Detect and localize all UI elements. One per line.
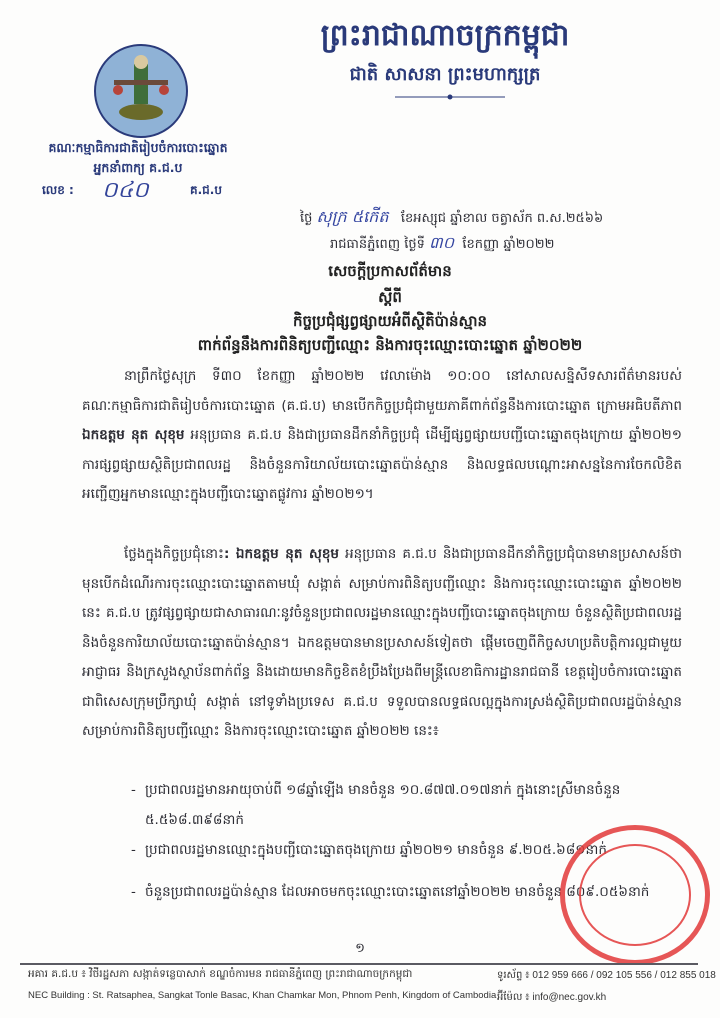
- paragraph-2-rest: អនុប្រធាន គ.ជ.ប និងជាប្រធានដឹកនាំកិច្ចប្រជុំបានមានប្រសាសន៍ថា មុនបើកដំណើរការចុះឈ្មោះបោះឆ្នោតតាមឃុំ សង្កាត់ សម្រាប់ការពិនិត្យបញ្ជីឈ្មោះ និងការចុះឈ្មោះបោះឆ្នោត ឆ្នាំ២០២២ នេះ គ.ជ.ប ត្រូវផ្សព្វផ្សាយជាសាធារណៈនូវចំនួនប្រជាពលរដ្ឋមានឈ្មោះក្នុងបញ្ជីបោះឆ្នោតចុងក្រោយ ចំនួនស្ថិតិប្រជាពលរដ្ឋ និងចំនួនការិយាល័យបោះឆ្នោតប៉ាន់ស្មាន។ ឯកឧត្តមបានមានប្រសាសន៍ទៀតថា ផ្តើមចេញពីកិច្ចសហប្រតិបត្តិការល្អជាមួយអាជ្ញាធរ និងក្រសួងស្ថាប័នពាក់ព័ន្ធ និងដោយមានកិច្ចខិតខំប្រឹងប្រែងពីមន្ត្រីលេខាធិការដ្ឋានរាជធានី ខេត្តរៀបចំការបោះឆ្នោត ជាពិសេសក្រុមប្រឹក្សាឃុំ សង្កាត់ នៅទូទាំងប្រទេស គ.ជ.ប ទទួលបានលទ្ធផលល្អក្នុងការស្រង់ស្ថិតិប្រជាពលរដ្ឋប៉ាន់ស្មាន សម្រាប់ការពិនិត្យបញ្ជីឈ្មោះ និងការចុះឈ្មោះបោះឆ្នោត ឆ្នាំ២០២២ នេះ៖: [82, 546, 682, 739]
- bullet-dash: -: [131, 884, 136, 900]
- national-motto: ជាតិ សាសនា ព្រះមហាក្សត្រ: [349, 64, 541, 85]
- paragraph-2: ថ្លែងក្នុងកិច្ចប្រជុំនោះ: ឯកឧត្តម នុត សុខុម អនុប្រធាន គ.ជ.ប និងជាប្រធានដឹកនាំកិច្ចប្រជុំបានមានប្រសាសន៍ថា មុនបើកដំណើរការចុះឈ្មោះបោះឆ្នោតតាមឃុំ សង្កាត់ សម្រាប់ការពិនិត្យបញ្ជីឈ្មោះ និងការចុះឈ្មោះបោះឆ្នោត ឆ្នាំ២០២២ នេះ គ.ជ.ប ត្រូវផ្សព្វផ្សាយជាសាធារណៈនូវចំនួនប្រជាពលរដ្ឋមានឈ្មោះក្នុងបញ្ជីបោះឆ្នោតចុងក្រោយ ចំនួនស្ថិតិប្រជាពលរដ្ឋ និងចំនួនការិយាល័យបោះឆ្នោតប៉ាន់ស្មាន។ ឯកឧត្តមបានមានប្រសាសន៍ទៀតថា ផ្តើមចេញពីកិច្ចសហប្រតិបត្តិការល្អជាមួយអាជ្ញាធរ និងក្រសួងស្ថាប័នពាក់ព័ន្ធ និងដោយមានកិច្ចខិតខំប្រឹងប្រែងពីមន្ត្រីលេខាធិការដ្ឋានរាជធានី ខេត្តរៀបចំការបោះឆ្នោត ជាពិសេសក្រុមប្រឹក្សាឃុំ សង្កាត់ នៅទូទាំងប្រទេស គ.ជ.ប ទទួលបានលទ្ធផលល្អក្នុងការស្រង់ស្ថិតិប្រជាពលរដ្ឋប៉ាន់ស្មាន សម្រាប់ការពិនិត្យបញ្ជីឈ្មោះ និងការចុះឈ្មោះបោះឆ្នោត ឆ្នាំ២០២២ នេះ៖: [82, 546, 682, 739]
- bullet-text: ចំនួនប្រជាពលរដ្ឋប៉ាន់ស្មាន ដែលអាចមកចុះឈ្មោះបោះឆ្នោតនៅឆ្នាំ២០២២ មានចំនួន ៨០៩.០៥៦នាក់: [145, 884, 650, 900]
- lunar-date: [300, 206, 700, 230]
- department-name: អ្នកនាំពាក្យ គ.ជ.ប: [93, 160, 183, 175]
- bullet-dash: -: [131, 842, 136, 858]
- organization-name: គណៈកម្មាធិការជាតិរៀបចំការបោះឆ្នោត: [48, 140, 228, 155]
- solar-date: [330, 232, 700, 256]
- reference-value: ០៤០: [102, 178, 149, 203]
- bullet-text: ប្រជាពលរដ្ឋមានឈ្មោះក្នុងបញ្ជីបោះឆ្នោតចុងក្រោយ ឆ្នាំ២០២១ មានចំនួន ៩.២០៥.៦៨១នាក់: [145, 842, 607, 858]
- reference-suffix: គ.ជ.ប: [190, 183, 222, 197]
- reference-label: លេខ :: [42, 183, 74, 197]
- kingdom-heading: ព្រះរាជាណាចក្រកម្ពុជា: [320, 18, 570, 53]
- doc-title-line1: សេចក្តីប្រកាសព័ត៌មាន: [328, 262, 452, 280]
- paragraph-1-rest: អនុប្រធាន គ.ជ.ប និងជាប្រធានដឹកនាំកិច្ចប្រជុំ ដើម្បីផ្សព្វផ្សាយបញ្ជីបោះឆ្នោតចុងក្រោយ ឆ្នាំ២០២១ ការផ្សព្វផ្សាយស្ថិតិប្រជាពលរដ្ឋ និងចំនួនការិយាល័យបោះឆ្នោតប៉ាន់ស្មាន និងលទ្ធផលបណ្តោះអាសន្ននៃការចែកលិខិតអញ្ជើញអ្នកមានឈ្មោះក្នុងបញ្ជីបោះឆ្នោតផ្លូវការ ឆ្នាំ២០២១។: [82, 427, 682, 502]
- solar-rest: ខែកញ្ញា ឆ្នាំ២០២២: [462, 237, 555, 252]
- bullet-dash: -: [131, 782, 136, 798]
- paragraph-2-lead: ថ្លែងក្នុងកិច្ចប្រជុំនោះ: [124, 546, 224, 562]
- doc-title-line3: កិច្ចប្រជុំផ្សព្វផ្សាយអំពីស្ថិតិប៉ាន់ស្មាន: [292, 312, 488, 330]
- official-seal-icon: [560, 825, 710, 965]
- official-name: ឯកឧត្តម នុត សុខុម: [235, 546, 339, 562]
- paragraph-1: [82, 362, 682, 510]
- footer-divider: [20, 963, 698, 965]
- doc-title-line4: ពាក់ព័ន្ធនឹងការពិនិត្យបញ្ជីឈ្មោះ និងការចុះឈ្មោះបោះឆ្នោត ឆ្នាំ២០២២: [197, 336, 583, 354]
- ornament-divider-icon: [395, 94, 505, 100]
- lunar-handwritten: សុក្រ ៥កើត: [316, 207, 389, 226]
- reference-number: [42, 178, 262, 203]
- footer-phone: ទូរស័ព្ទ ៖ 012 959 666 / 092 105 556 / 012 855 018: [497, 970, 716, 981]
- page-number: ១: [355, 941, 365, 956]
- lunar-rest: ខែអស្សុជ ឆ្នាំខាល ចត្វាស័ក ព.ស.២៥៦៦: [400, 211, 604, 226]
- lunar-prefix: ថ្ងៃ: [300, 211, 313, 226]
- footer-address-en: NEC Building : St. Ratsaphea, Sangkat Tonle Basac, Khan Chamkar Mon, Phnom Penh, Kingdom of Cambodia: [28, 990, 497, 1001]
- nec-emblem-icon: [94, 44, 188, 138]
- solar-prefix: រាជធានីភ្នំពេញ ថ្ងៃទី: [330, 237, 425, 252]
- bullet-text: ប្រជាពលរដ្ឋមានអាយុចាប់ពី ១៨ឆ្នាំឡើង មានចំនួន ១០.៨៧៧.០១៧នាក់ ក្នុងនោះស្រីមានចំនួន ៥.៥៦៨.៣៩៨នាក់: [145, 782, 621, 828]
- footer-email[interactable]: អ៊ីម៉ែល ៖ info@nec.gov.kh: [497, 992, 607, 1003]
- paragraph-1-text: នាព្រឹកថ្ងៃសុក្រ ទី៣០ ខែកញ្ញា ឆ្នាំ២០២២ វេលាម៉ោង ១០:០០ នៅសាលសន្និសីទសារព័ត៌មានរបស់គណៈកម្មាធិការជាតិរៀបចំការបោះឆ្នោត (គ.ជ.ប) មានបើកកិច្ចប្រជុំជាមួយភាគីពាក់ព័ន្ធនឹងការបោះឆ្នោត ក្រោមអធិបតីភាព: [82, 368, 682, 414]
- solar-day-handwritten: ៣០: [429, 233, 455, 252]
- doc-title-line2: ស្តីពី: [378, 288, 402, 306]
- official-name: ឯកឧត្តម នុត សុខុម: [82, 427, 185, 443]
- footer-address-km: អគារ គ.ជ.ប ៖ វិថីរដ្ឋសភា សង្កាត់ទន្លេបាសាក់ ខណ្ឌចំការមន រាជធានីភ្នំពេញ ព្រះរាជាណាចក្រកម្ពុជា: [28, 968, 413, 980]
